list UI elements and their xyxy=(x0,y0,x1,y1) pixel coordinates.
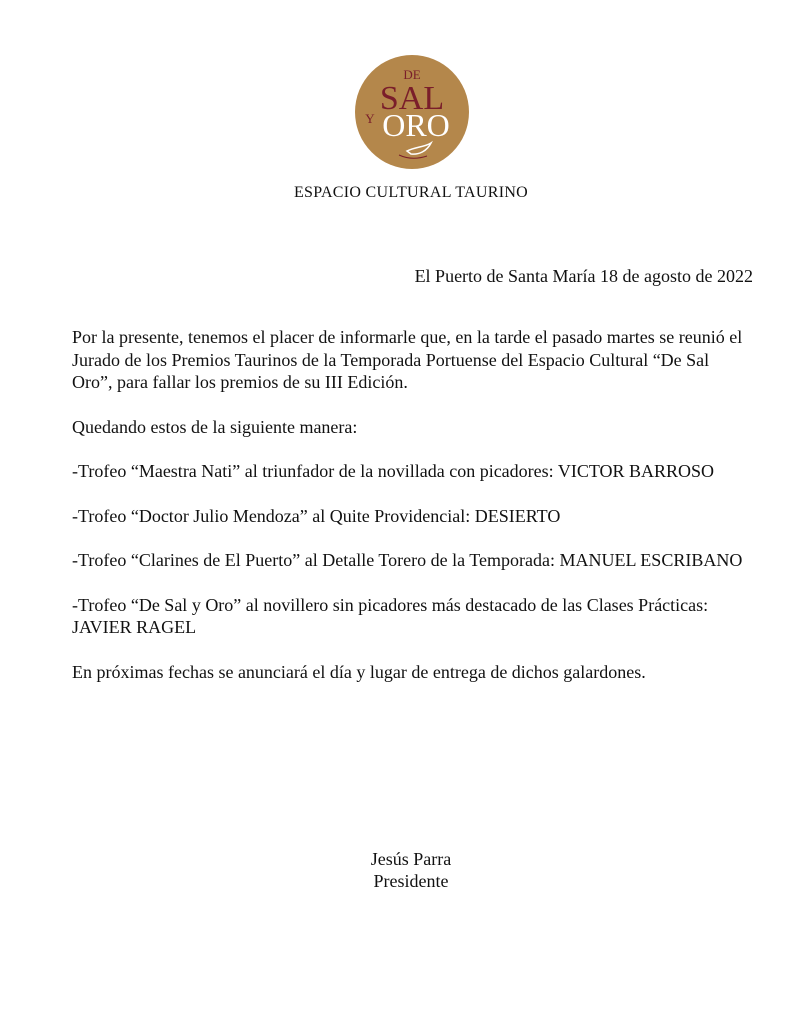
award-item: -Trofeo “Clarines de El Puerto” al Detalle Torero de la Temporada: MANUEL ESCRIBANO xyxy=(72,550,743,570)
logo xyxy=(355,55,469,169)
letter-body xyxy=(72,326,754,705)
lead-paragraph: Quedando estos de la siguiente manera: xyxy=(72,416,358,437)
logo-text-oro: ORO xyxy=(382,107,450,143)
intro-paragraph: Por la presente, tenemos el placer de informarle que, en la tarde el pasado martes se reunió el Jurado de los Premios Taurinos de la Temporada Portuense del Espacio Cultural “De Sal Oro”, para fallar los premios de su III Edición. xyxy=(72,327,743,392)
award-item: -Trofeo “Doctor Julio Mendoza” al Quite Providencial: DESIERTO xyxy=(72,505,561,526)
logo-text-de: DE xyxy=(403,67,421,82)
signature-block xyxy=(0,848,802,892)
signatory-title: Presidente xyxy=(373,871,449,891)
letter-date: El Puerto de Santa María 18 de agosto de 2022 xyxy=(414,266,753,286)
award-item: -Trofeo “De Sal y Oro” al novillero sin picadores más destacado de las Clases Prácticas: JAVIER RAGEL xyxy=(72,594,709,637)
signatory-name: Jesús Parra xyxy=(370,849,452,869)
logo-text-y: Y xyxy=(365,111,375,126)
organization-name: ESPACIO CULTURAL TAURINO xyxy=(293,184,529,201)
logo-emblem xyxy=(355,55,469,169)
logo-text-sal: SAL xyxy=(379,80,445,117)
award-item: -Trofeo “Maestra Nati” al triunfador de la novillada con picadores: VICTOR BARROSO xyxy=(72,461,715,481)
closing-paragraph: En próximas fechas se anunciará el día y lugar de entrega de dichos galardones. xyxy=(72,661,646,682)
